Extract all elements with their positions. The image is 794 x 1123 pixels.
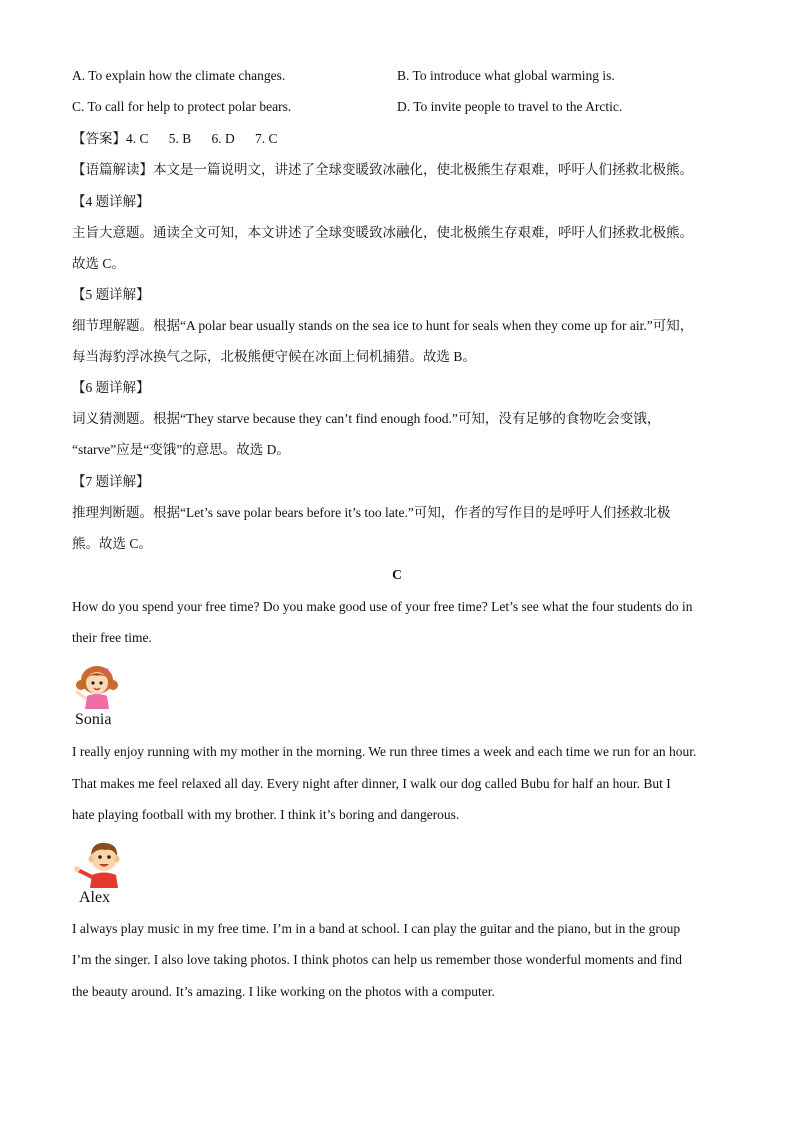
q5-explanation-line1: 细节理解题。根据“A polar bear usually stands on the sea ice to hunt for seals when they come up for air.”可知， [72, 318, 694, 333]
sonia-text-line3: hate playing football with my brother. I think it’s boring and dangerous. [72, 807, 460, 822]
q6-explanation-line1: 词义猜测题。根据“They starve because they can’t find enough food.”可知，没有足够的食物吃会变饿， [72, 411, 661, 426]
q4-explanation-line2: 故选 C。 [72, 256, 125, 271]
q7-heading: 【7 题详解】 [72, 474, 150, 489]
passage-analysis: 【语篇解读】本文是一篇说明文，讲述了全球变暖致冰融化，使北极熊生存艰难，呼吁人们拯救北极熊。 [72, 162, 693, 177]
student-name-alex: Alex [79, 889, 111, 906]
answer-line: 【答案】4. C 5. B 6. D 7. C [72, 131, 278, 146]
option-d: D. To invite people to travel to the Arctic. [397, 99, 623, 114]
cartoon-boy-icon [72, 839, 122, 887]
section-intro-line2: their free time. [72, 630, 152, 645]
section-title: C [392, 567, 402, 582]
alex-text-line3: the beauty around. It’s amazing. I like working on the photos with a computer. [72, 984, 495, 999]
sonia-text-line2: That makes me feel relaxed all day. Every night after dinner, I walk our dog called Bubu for half an hour. But I [72, 776, 671, 791]
q6-explanation-line2: “starve”应是“变饿”的意思。故选 D。 [72, 442, 290, 457]
option-a: A. To explain how the climate changes. [72, 68, 286, 83]
sonia-text-line1: I really enjoy running with my mother in the morning. We run three times a week and each time we run for an hour. [72, 744, 697, 759]
option-b: B. To introduce what global warming is. [397, 68, 615, 83]
alex-text-line1: I always play music in my free time. I’m in a band at school. I can play the guitar and the piano, but in the group [72, 921, 681, 936]
q7-explanation-line1: 推理判断题。根据“Let’s save polar bears before it’s too late.”可知，作者的写作目的是呼吁人们拯救北极 [72, 505, 671, 520]
q5-heading: 【5 题详解】 [72, 287, 150, 302]
student-name-sonia: Sonia [75, 711, 112, 728]
q4-explanation-line1: 主旨大意题。通读全文可知，本文讲述了全球变暖致冰融化，使北极熊生存艰难，呼吁人们拯救北极熊。 [72, 225, 693, 240]
q6-heading: 【6 题详解】 [72, 380, 150, 395]
section-intro-line1: How do you spend your free time? Do you make good use of your free time? Let’s see what the four students do in [72, 599, 693, 614]
alex-text-line2: I’m the singer. I also love taking photos. I think photos can help us remember those wonderful moments and find [72, 952, 683, 967]
q5-explanation-line2: 每当海豹浮冰换气之际，北极熊便守候在冰面上伺机捕猎。故选 B。 [72, 349, 476, 364]
option-c: C. To call for help to protect polar bears. [72, 99, 292, 114]
q7-explanation-line2: 熊。故选 C。 [72, 536, 152, 551]
q4-heading: 【4 题详解】 [72, 194, 150, 209]
cartoon-girl-icon [72, 663, 122, 711]
